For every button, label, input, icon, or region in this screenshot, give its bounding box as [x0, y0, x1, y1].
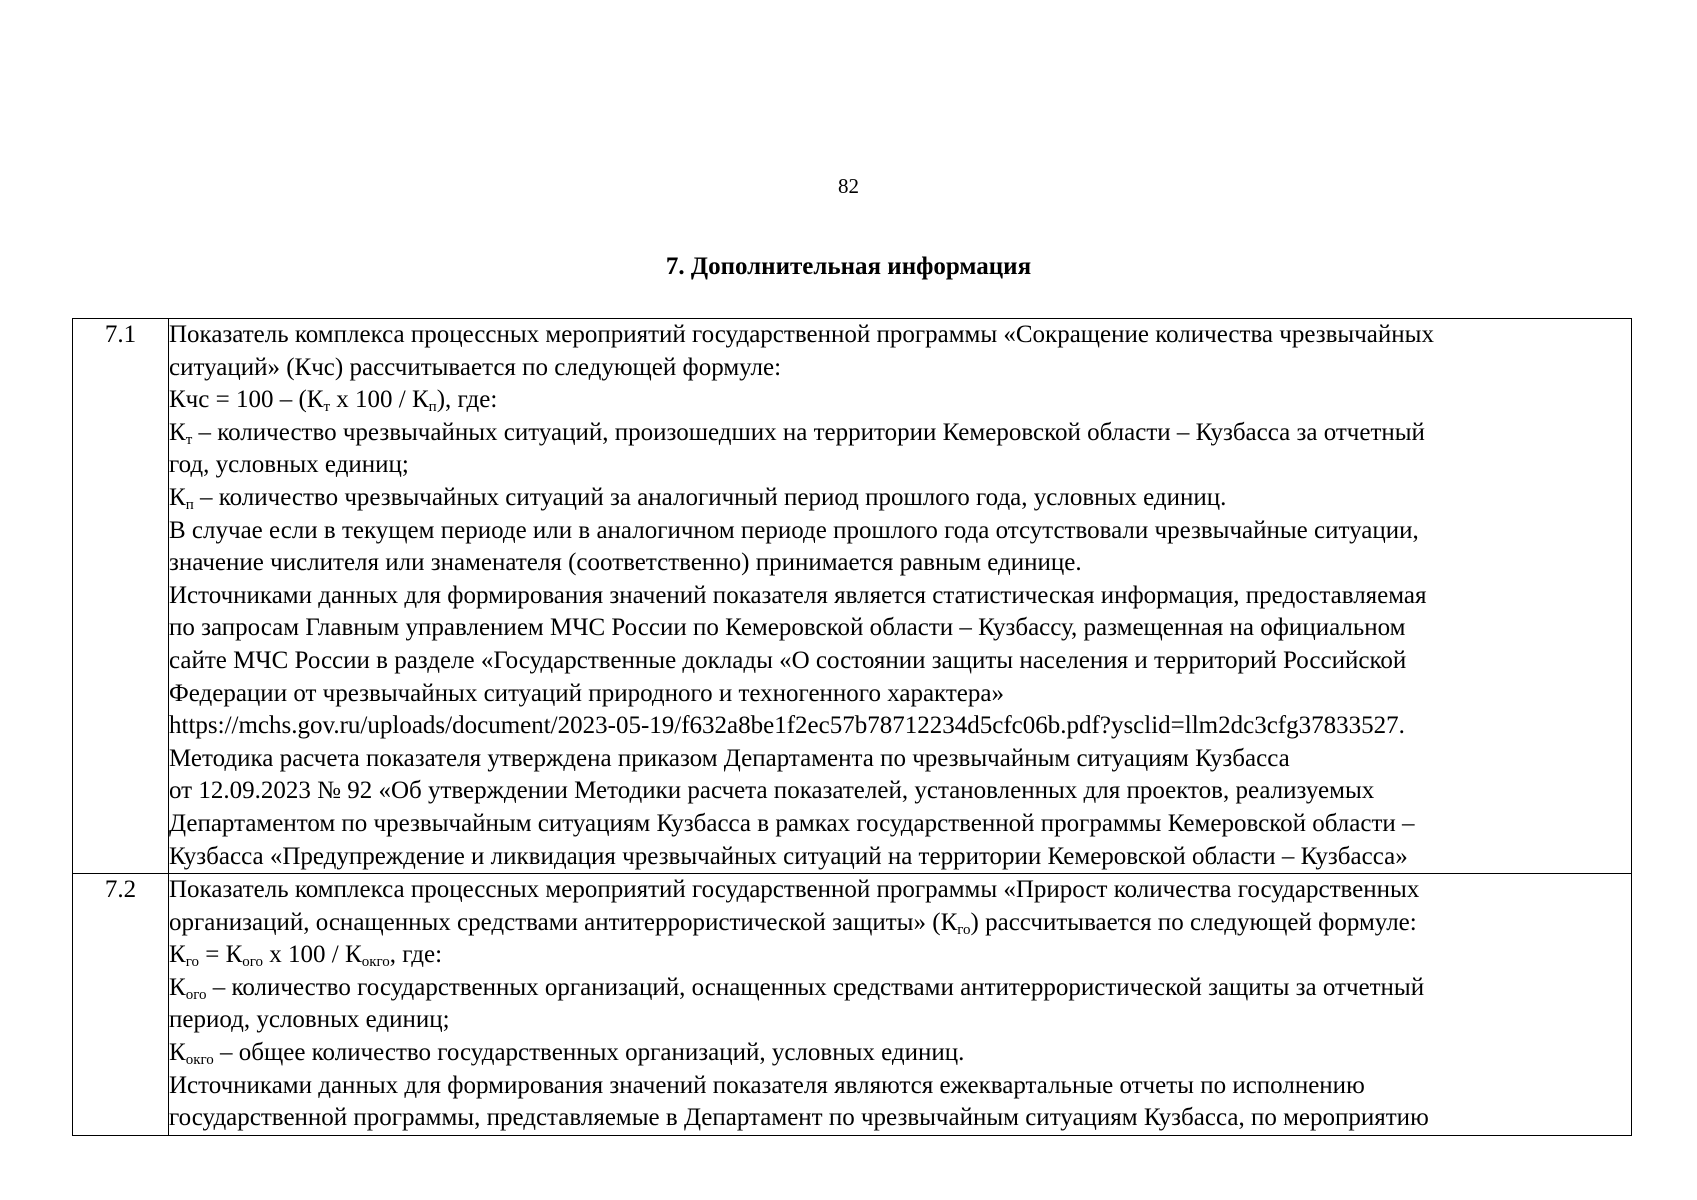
text-line: Федерации от чрезвычайных ситуаций природного и техногенного характера»	[169, 679, 1004, 707]
section-title: 7. Дополнительная информация	[665, 253, 1032, 280]
text-line: Департаментом по чрезвычайным ситуациям Кузбасса в рамках государственной программы Кемеровской области –	[169, 809, 1415, 837]
text-line: организаций, оснащенных средствами антитеррористической защиты» $(К_{го})$ рассчитывается по следующей формуле:	[169, 908, 1417, 938]
table-row	[73, 319, 1632, 874]
row-number: 7.1	[73, 319, 169, 874]
info-table	[72, 318, 1632, 1136]
text-line: от 12.09.2023 № 92 «Об утверждении Методики расчета показателей, установленных для проектов, реализуемых	[169, 777, 1375, 805]
text-line: $К_{го} = К_{ого}$ х $100 / К_{окго}$, где:	[169, 941, 443, 971]
text-line: сайте МЧС России в разделе «Государственные доклады «О состоянии защиты населения и территорий Российской	[169, 646, 1407, 674]
row-text	[169, 874, 1632, 1136]
text-line: Источниками данных для формирования значений показателя является статистическая информация, предоставляемая	[169, 581, 1427, 609]
text-line: Методика расчета показателя утверждена приказом Департамента по чрезвычайным ситуациям Кузбасса	[169, 744, 1290, 772]
text-line: Показатель комплекса процессных мероприятий государственной программы «Прирост количества государственных	[169, 876, 1420, 904]
text-line: период, условных единиц;	[169, 1006, 450, 1034]
text-line: $К_т$ – количество чрезвычайных ситуаций, произошедших на территории Кемеровской области – Кузбасса за отчетный	[169, 418, 1425, 448]
text-line: $К_п$ – количество чрезвычайных ситуаций за аналогичный период прошлого года, условных единиц.	[169, 483, 1227, 513]
row-text	[169, 319, 1632, 874]
text-line: https://mchs.gov.ru/uploads/document/2023-05-19/f632a8be1f2ec57b78712234d5cfc06b.pdf?ysclid=llm2dc3cfg37833527.	[169, 712, 1405, 740]
text-line: значение числителя или знаменателя (соответственно) принимается равным единице.	[169, 549, 1082, 577]
row-number: 7.2	[73, 874, 169, 1136]
text-line: по запросам Главным управлением МЧС России по Кемеровской области – Кузбассу, размещенная на официальном	[169, 614, 1406, 642]
text-line: $К_{окго}$ – общее количество государственных организаций, условных единиц.	[169, 1039, 965, 1069]
text-line: год, условных единиц;	[169, 451, 409, 479]
text-line: $К_{ого}$ – количество государственных организаций, оснащенных средствами антитеррористической защиты за отчетный	[169, 973, 1425, 1003]
page-number: 82	[838, 174, 859, 198]
text-line: Источниками данных для формирования значений показателя являются ежеквартальные отчеты по исполнению	[169, 1071, 1365, 1099]
text-line: Кчс = $100 - (К_т$ х $100 / К_п$), где:	[169, 386, 498, 416]
text-line: В случае если в текущем периоде или в аналогичном периоде прошлого года отсутствовали чрезвычайные ситуации,	[169, 516, 1419, 544]
text-line: государственной программы, представляемые в Департамент по чрезвычайным ситуациям Кузбасса, по мероприятию	[169, 1104, 1429, 1132]
text-line: Показатель комплекса процессных мероприятий государственной программы «Сокращение количества чрезвычайных	[169, 321, 1434, 348]
text-line: Кузбасса «Предупреждение и ликвидация чрезвычайных ситуаций на территории Кемеровской области – Кузбасса»	[169, 842, 1408, 870]
table-row	[73, 874, 1632, 1136]
text-line: ситуаций» (Кчс) рассчитывается по следующей формуле:	[169, 353, 782, 381]
